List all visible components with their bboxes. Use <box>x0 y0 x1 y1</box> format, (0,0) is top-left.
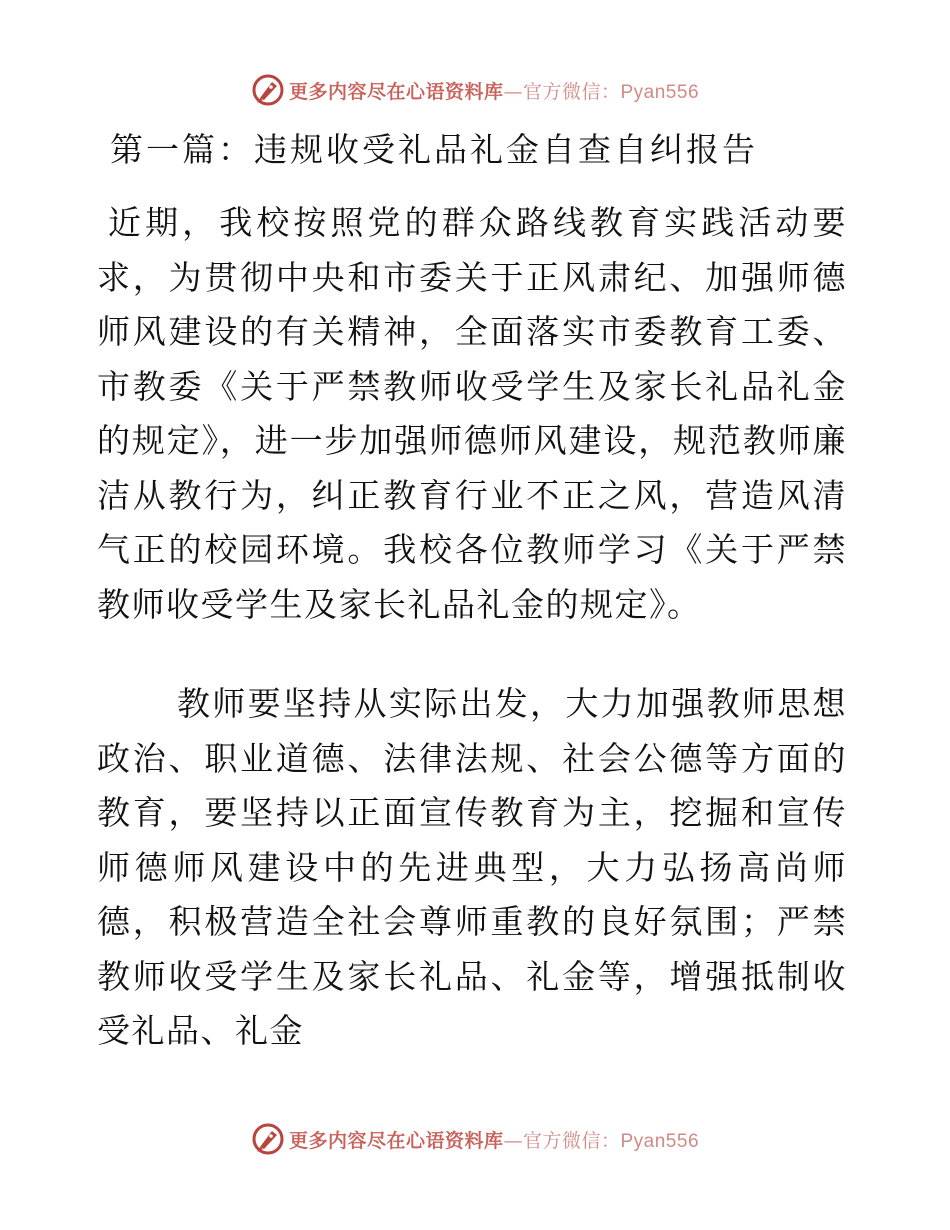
paragraph-1: 近期，我校按照党的群众路线教育实践活动要求，为贯彻中央和市委关于正风肃纪、加强师德师风建设的有关精神，全面落实市委教育工委、市教委《关于严禁教师收受学生及家长礼品礼金的规定》，进一步加强师德师风建设，规范教师廉洁从教行为，纠正教育行业不正之风，营造风清气正的校园环境。我校各位教师学习《关于严禁教师收受学生及家长礼品礼金的规定》。 <box>97 203 847 624</box>
footer-banner <box>0 1119 950 1159</box>
banner-wechat-id: Pyan556 <box>620 1130 700 1152</box>
banner-text <box>289 1126 699 1153</box>
banner-wechat-id: Pyan556 <box>620 81 700 103</box>
pen-nib-circle-icon <box>251 73 285 107</box>
banner-separator: — <box>503 80 523 103</box>
header-banner <box>0 70 950 110</box>
document-title: 第一篇：违规收受礼品礼金自查自纠报告 <box>110 130 758 169</box>
banner-separator: — <box>503 1129 523 1152</box>
pen-nib-circle-icon <box>251 1122 285 1156</box>
banner-main-text: 更多内容尽在心语资料库 <box>288 1129 504 1152</box>
paragraph-2: 教师要坚持从实际出发，大力加强教师思想政治、职业道德、法律法规、社会公德等方面的教育，要坚持以正面宣传教育为主，挖掘和宣传师德师风建设中的先进典型，大力弘扬高尚师德，积极营造全社会尊师重教的良好氛围；严禁教师收受学生及家长礼品、礼金等，增强抵制收受礼品、礼金 <box>97 684 847 1050</box>
banner-wechat-label: 官方微信： <box>522 80 621 103</box>
banner-text <box>289 77 699 104</box>
banner-wechat-label: 官方微信： <box>522 1129 621 1152</box>
banner-main-text: 更多内容尽在心语资料库 <box>288 80 504 103</box>
